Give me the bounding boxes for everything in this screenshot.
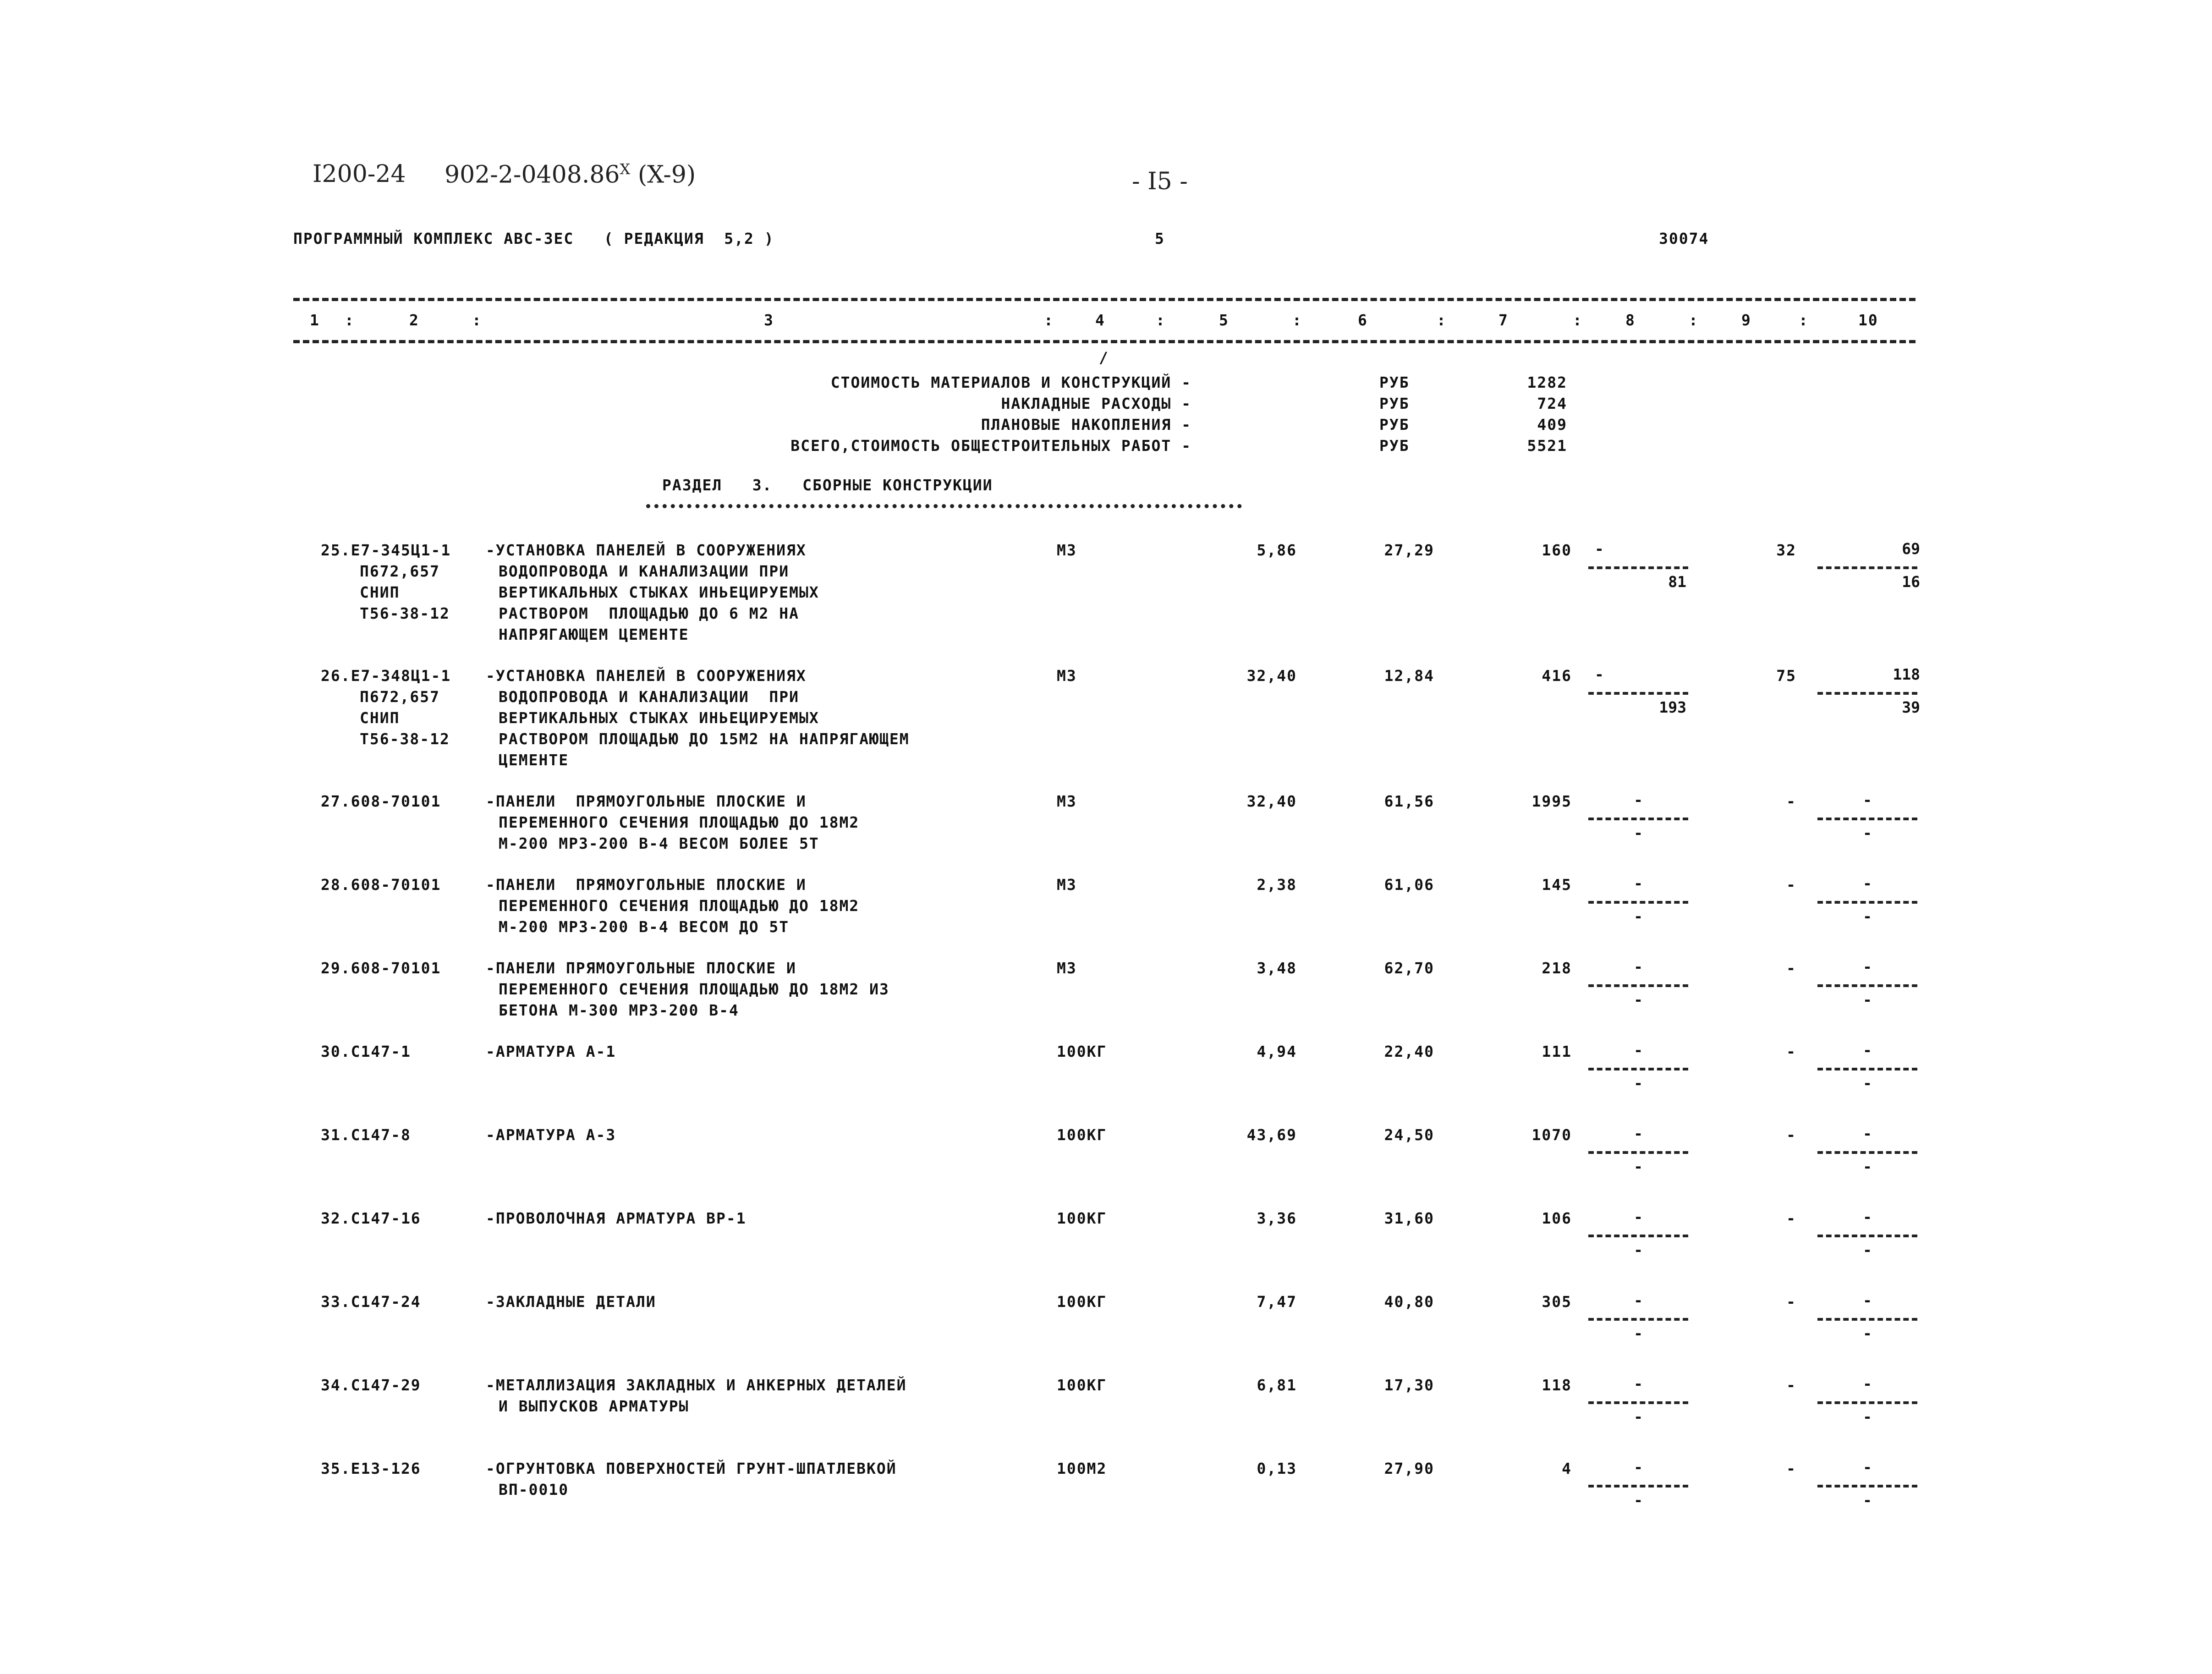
col10-fraction xyxy=(1815,791,1920,855)
row-description: И ВЫПУСКОВ АРМАТУРЫ xyxy=(499,1397,689,1415)
col10-fraction xyxy=(1815,1125,1920,1189)
col8-divider xyxy=(1588,818,1688,820)
col8-divider xyxy=(1588,692,1688,695)
summary-label: НАКЛАДНЫЕ РАСХОДЫ - xyxy=(1001,395,1191,412)
col8-fraction xyxy=(1586,540,1691,604)
summary-value: 1282 xyxy=(1527,373,1567,391)
row-unit: М3 xyxy=(1057,876,1077,894)
col10-top: - xyxy=(1863,1125,1872,1142)
column-number-c6: 6 xyxy=(1358,311,1368,329)
row-quantity: 7,47 xyxy=(1257,1293,1297,1311)
section-title: РАЗДЕЛ 3. СБОРНЫЕ КОНСТРУКЦИИ xyxy=(662,476,993,494)
row-quantity: 3,36 xyxy=(1257,1209,1297,1227)
row-code: 25.E7-345Ц1-1 xyxy=(321,541,451,559)
col8-top: - xyxy=(1634,1375,1643,1393)
row-col9: - xyxy=(1786,876,1796,894)
row-description: ПЕРЕМЕННОГО СЕЧЕНИЯ ПЛОЩАДЬЮ ДО 18М2 ИЗ xyxy=(499,980,889,998)
col10-fraction xyxy=(1815,1041,1920,1105)
column-separator: : xyxy=(1799,311,1809,329)
col8-top: - xyxy=(1634,1291,1643,1309)
col10-fraction xyxy=(1815,1458,1920,1522)
col8-bottom: - xyxy=(1634,1491,1643,1509)
col8-fraction xyxy=(1586,1291,1691,1356)
col10-divider xyxy=(1817,1318,1917,1321)
row-quantity: 0,13 xyxy=(1257,1460,1297,1477)
col8-bottom: - xyxy=(1634,824,1643,842)
col10-top: - xyxy=(1863,1375,1872,1393)
column-number-c8: 8 xyxy=(1625,311,1636,329)
project-code-sup: X xyxy=(620,160,631,178)
col10-fraction xyxy=(1815,958,1920,1022)
row-total: 1070 xyxy=(1531,1126,1572,1144)
col10-bottom: - xyxy=(1863,1408,1872,1426)
row-code: 35.E13-126 xyxy=(321,1460,421,1477)
col10-divider xyxy=(1817,1485,1917,1487)
row-description: НАПРЯГАЮЩЕМ ЦЕМЕНТЕ xyxy=(499,626,689,643)
check-mark: / xyxy=(1099,349,1109,367)
col8-top: - xyxy=(1634,1458,1643,1476)
col10-bottom: - xyxy=(1863,1158,1872,1175)
row-quantity: 4,94 xyxy=(1257,1043,1297,1060)
row-quantity: 5,86 xyxy=(1257,541,1297,559)
row-col9: - xyxy=(1786,1126,1796,1144)
row-description: ЦЕМЕНТЕ xyxy=(499,751,569,769)
column-separator: : xyxy=(345,311,355,329)
row-price: 31,60 xyxy=(1384,1209,1434,1227)
row-total: 145 xyxy=(1542,876,1572,894)
row-description: ВП-0010 xyxy=(499,1481,569,1498)
row-quantity: 32,40 xyxy=(1246,792,1297,810)
col8-divider xyxy=(1588,1485,1688,1487)
row-code-ref: Т56-38-12 xyxy=(360,730,450,748)
row-quantity: 6,81 xyxy=(1257,1376,1297,1394)
row-quantity: 3,48 xyxy=(1257,959,1297,977)
col10-divider xyxy=(1817,1068,1917,1070)
row-description: -МЕТАЛЛИЗАЦИЯ ЗАКЛАДНЫХ И АНКЕРНЫХ ДЕТАЛЕЙ xyxy=(486,1376,907,1394)
col8-bottom: 193 xyxy=(1659,698,1686,716)
row-price: 24,50 xyxy=(1384,1126,1434,1144)
row-price: 61,56 xyxy=(1384,792,1434,810)
col8-top: - xyxy=(1634,1125,1643,1142)
header-bottom-rule xyxy=(293,340,1916,343)
row-code: 26.E7-348Ц1-1 xyxy=(321,667,451,685)
summary-unit: РУБ xyxy=(1379,373,1410,391)
col10-top: - xyxy=(1863,1041,1872,1059)
col10-fraction xyxy=(1815,540,1920,604)
col8-fraction xyxy=(1586,665,1691,730)
row-code-ref: Т56-38-12 xyxy=(360,604,450,622)
project-code-text: 902-2-0408.86 xyxy=(445,161,620,189)
col8-divider xyxy=(1588,1068,1688,1070)
row-description: -АРМАТУРА А-1 xyxy=(486,1043,616,1060)
col8-top: - xyxy=(1634,958,1643,976)
row-description: -ПАНЕЛИ ПРЯМОУГОЛЬНЫЕ ПЛОСКИЕ И xyxy=(486,876,807,894)
col10-divider xyxy=(1817,1151,1917,1154)
row-quantity: 43,69 xyxy=(1246,1126,1297,1144)
col10-divider xyxy=(1817,566,1917,569)
col8-fraction xyxy=(1586,1375,1691,1439)
row-description: РАСТВОРОМ ПЛОЩАДЬЮ ДО 15М2 НА НАПРЯГАЮЩЕМ xyxy=(499,730,910,748)
project-variant: (X-9) xyxy=(637,161,696,189)
sheet-number: 5 xyxy=(1155,230,1165,247)
row-col9: - xyxy=(1786,959,1796,977)
col10-top: - xyxy=(1863,791,1872,809)
row-total: 305 xyxy=(1542,1293,1572,1311)
row-code: 32.C147-16 xyxy=(321,1209,421,1227)
row-unit: 100КГ xyxy=(1057,1043,1107,1060)
row-code: 31.C147-8 xyxy=(321,1126,411,1144)
document-id: I200-24 xyxy=(313,160,406,188)
row-price: 27,29 xyxy=(1384,541,1434,559)
col8-top: - xyxy=(1595,665,1604,683)
col8-top: - xyxy=(1634,791,1643,809)
column-separator: : xyxy=(1689,311,1699,329)
row-total: 111 xyxy=(1542,1043,1572,1060)
column-number-c2: 2 xyxy=(409,311,419,329)
col8-fraction xyxy=(1586,874,1691,939)
col8-bottom: 81 xyxy=(1668,573,1686,591)
row-description: РАСТВОРОМ ПЛОЩАДЬЮ ДО 6 М2 НА xyxy=(499,604,800,622)
col8-divider xyxy=(1588,984,1688,987)
col8-fraction xyxy=(1586,958,1691,1022)
col8-top: - xyxy=(1595,540,1604,558)
row-col9: - xyxy=(1786,792,1796,810)
project-code xyxy=(445,160,696,188)
col10-top: - xyxy=(1863,1208,1872,1226)
col8-fraction xyxy=(1586,1125,1691,1189)
col8-bottom: - xyxy=(1634,907,1643,925)
row-unit: М3 xyxy=(1057,541,1077,559)
row-description: -ПАНЕЛИ ПРЯМОУГОЛЬНЫЕ ПЛОСКИЕ И xyxy=(486,959,796,977)
col10-bottom: - xyxy=(1863,1241,1872,1259)
column-separator: : xyxy=(1573,311,1583,329)
row-col9: - xyxy=(1786,1209,1796,1227)
column-separator: : xyxy=(1156,311,1166,329)
column-number-c1: 1 xyxy=(310,311,320,329)
row-code: 29.608-70101 xyxy=(321,959,441,977)
row-col9: - xyxy=(1786,1376,1796,1394)
summary-value: 409 xyxy=(1537,416,1567,434)
row-code: 30.C147-1 xyxy=(321,1043,411,1060)
row-quantity: 2,38 xyxy=(1257,876,1297,894)
row-price: 62,70 xyxy=(1384,959,1434,977)
summary-value: 5521 xyxy=(1527,437,1567,455)
column-separator: : xyxy=(1292,311,1302,329)
section-underline xyxy=(646,504,1242,508)
row-description: -ПАНЕЛИ ПРЯМОУГОЛЬНЫЕ ПЛОСКИЕ И xyxy=(486,792,807,810)
row-unit: 100КГ xyxy=(1057,1126,1107,1144)
col8-fraction xyxy=(1586,1041,1691,1105)
col10-bottom: - xyxy=(1863,991,1872,1009)
row-total: 218 xyxy=(1542,959,1572,977)
col8-bottom: - xyxy=(1634,1074,1643,1092)
page-number: - I5 - xyxy=(1132,168,1188,195)
row-description: -ПРОВОЛОЧНАЯ АРМАТУРА ВР-1 xyxy=(486,1209,746,1227)
column-number-c5: 5 xyxy=(1219,311,1229,329)
col10-bottom: - xyxy=(1863,1074,1872,1092)
summary-label: СТОИМОСТЬ МАТЕРИАЛОВ И КОНСТРУКЦИЙ - xyxy=(830,373,1191,391)
column-number-c7: 7 xyxy=(1498,311,1509,329)
row-unit: 100КГ xyxy=(1057,1376,1107,1394)
row-price: 40,80 xyxy=(1384,1293,1434,1311)
col10-bottom: 39 xyxy=(1902,698,1920,716)
row-col9: - xyxy=(1786,1460,1796,1477)
row-unit: 100КГ xyxy=(1057,1293,1107,1311)
row-description: БЕТОНА М-300 МРЗ-200 В-4 xyxy=(499,1001,739,1019)
row-description: -ОГРУНТОВКА ПОВЕРХНОСТЕЙ ГРУНТ-ШПАТЛЕВКОЙ xyxy=(486,1460,897,1477)
col8-divider xyxy=(1588,1318,1688,1321)
col8-fraction xyxy=(1586,1458,1691,1522)
row-total: 118 xyxy=(1542,1376,1572,1394)
summary-label: ПЛАНОВЫЕ НАКОПЛЕНИЯ - xyxy=(981,416,1191,434)
col10-top: 69 xyxy=(1902,540,1920,558)
col8-bottom: - xyxy=(1634,1158,1643,1175)
row-description: ВЕРТИКАЛЬНЫХ СТЫКАХ ИНЬЕЦИРУЕМЫХ xyxy=(499,583,819,601)
column-number-c3: 3 xyxy=(764,311,774,329)
row-description: -ЗАКЛАДНЫЕ ДЕТАЛИ xyxy=(486,1293,656,1311)
row-quantity: 32,40 xyxy=(1246,667,1297,685)
row-description: М-200 МРЗ-200 В-4 ВЕСОМ ДО 5Т xyxy=(499,918,790,936)
row-code-ref: П672,657 xyxy=(360,688,440,706)
col8-divider xyxy=(1588,1235,1688,1237)
col8-bottom: - xyxy=(1634,991,1643,1009)
row-description: ПЕРЕМЕННОГО СЕЧЕНИЯ ПЛОЩАДЬЮ ДО 18М2 xyxy=(499,897,860,915)
row-code: 33.C147-24 xyxy=(321,1293,421,1311)
col10-top: - xyxy=(1863,1291,1872,1309)
col8-bottom: - xyxy=(1634,1241,1643,1259)
col8-top: - xyxy=(1634,874,1643,892)
col10-top: 118 xyxy=(1893,665,1920,683)
col10-divider xyxy=(1817,1401,1917,1404)
col10-divider xyxy=(1817,901,1917,904)
column-separator: : xyxy=(1437,311,1447,329)
header-top-rule xyxy=(293,298,1916,301)
row-price: 17,30 xyxy=(1384,1376,1434,1394)
row-code-ref: СНИП xyxy=(360,709,400,727)
summary-label: ВСЕГО,СТОИМОСТЬ ОБЩЕСТРОИТЕЛЬНЫХ РАБОТ - xyxy=(790,437,1191,455)
row-code: 34.C147-29 xyxy=(321,1376,421,1394)
col10-divider xyxy=(1817,984,1917,987)
col8-bottom: - xyxy=(1634,1408,1643,1426)
col10-bottom: 16 xyxy=(1902,573,1920,591)
row-description: М-200 МРЗ-200 В-4 ВЕСОМ БОЛЕЕ 5Т xyxy=(499,834,819,852)
row-unit: М3 xyxy=(1057,667,1077,685)
col10-divider xyxy=(1817,818,1917,820)
col8-divider xyxy=(1588,901,1688,904)
row-total: 1995 xyxy=(1531,792,1572,810)
row-col9: - xyxy=(1786,1293,1796,1311)
column-separator: : xyxy=(472,311,482,329)
row-code-ref: СНИП xyxy=(360,583,400,601)
row-description: -УСТАНОВКА ПАНЕЛЕЙ В СООРУЖЕНИЯХ xyxy=(486,667,807,685)
row-unit: М3 xyxy=(1057,792,1077,810)
row-unit: М3 xyxy=(1057,959,1077,977)
program-code: 30074 xyxy=(1659,230,1709,247)
row-total: 160 xyxy=(1542,541,1572,559)
row-col9: 32 xyxy=(1776,541,1796,559)
row-price: 27,90 xyxy=(1384,1460,1434,1477)
column-number-c4: 4 xyxy=(1095,311,1105,329)
row-description: ВЕРТИКАЛЬНЫХ СТЫКАХ ИНЬЕЦИРУЕМЫХ xyxy=(499,709,819,727)
row-col9: 75 xyxy=(1776,667,1796,685)
col10-bottom: - xyxy=(1863,1324,1872,1342)
row-code: 28.608-70101 xyxy=(321,876,441,894)
summary-unit: РУБ xyxy=(1379,416,1410,434)
row-unit: 100М2 xyxy=(1057,1460,1107,1477)
col10-bottom: - xyxy=(1863,1491,1872,1509)
row-unit: 100КГ xyxy=(1057,1209,1107,1227)
col10-fraction xyxy=(1815,874,1920,939)
program-title: ПРОГРАММНЫЙ КОМПЛЕКС АВС-3ЕС ( РЕДАКЦИЯ 5,2 ) xyxy=(293,230,774,247)
col8-top: - xyxy=(1634,1208,1643,1226)
row-code-ref: П672,657 xyxy=(360,562,440,580)
row-total: 416 xyxy=(1542,667,1572,685)
col8-divider xyxy=(1588,1401,1688,1404)
row-price: 22,40 xyxy=(1384,1043,1434,1060)
col10-fraction xyxy=(1815,1291,1920,1356)
col10-fraction xyxy=(1815,1375,1920,1439)
column-separator: : xyxy=(1044,311,1054,329)
col8-fraction xyxy=(1586,791,1691,855)
row-description: ПЕРЕМЕННОГО СЕЧЕНИЯ ПЛОЩАДЬЮ ДО 18М2 xyxy=(499,813,860,831)
col10-bottom: - xyxy=(1863,907,1872,925)
col8-fraction xyxy=(1586,1208,1691,1272)
row-description: -УСТАНОВКА ПАНЕЛЕЙ В СООРУЖЕНИЯХ xyxy=(486,541,807,559)
col8-divider xyxy=(1588,1151,1688,1154)
column-number-c9: 9 xyxy=(1741,311,1751,329)
summary-unit: РУБ xyxy=(1379,395,1410,412)
col10-top: - xyxy=(1863,958,1872,976)
col8-divider xyxy=(1588,566,1688,569)
column-number-c10: 10 xyxy=(1858,311,1878,329)
col8-top: - xyxy=(1634,1041,1643,1059)
summary-value: 724 xyxy=(1537,395,1567,412)
summary-unit: РУБ xyxy=(1379,437,1410,455)
row-description: ВОДОПРОВОДА И КАНАЛИЗАЦИИ ПРИ xyxy=(499,688,800,706)
col10-divider xyxy=(1817,1235,1917,1237)
row-col9: - xyxy=(1786,1043,1796,1060)
col8-bottom: - xyxy=(1634,1324,1643,1342)
col10-bottom: - xyxy=(1863,824,1872,842)
row-code: 27.608-70101 xyxy=(321,792,441,810)
col10-top: - xyxy=(1863,874,1872,892)
col10-fraction xyxy=(1815,665,1920,730)
row-price: 61,06 xyxy=(1384,876,1434,894)
col10-top: - xyxy=(1863,1458,1872,1476)
col10-divider xyxy=(1817,692,1917,695)
row-description: ВОДОПРОВОДА И КАНАЛИЗАЦИИ ПРИ xyxy=(499,562,790,580)
col10-fraction xyxy=(1815,1208,1920,1272)
row-total: 106 xyxy=(1542,1209,1572,1227)
row-description: -АРМАТУРА А-3 xyxy=(486,1126,616,1144)
row-total: 4 xyxy=(1562,1460,1572,1477)
row-price: 12,84 xyxy=(1384,667,1434,685)
